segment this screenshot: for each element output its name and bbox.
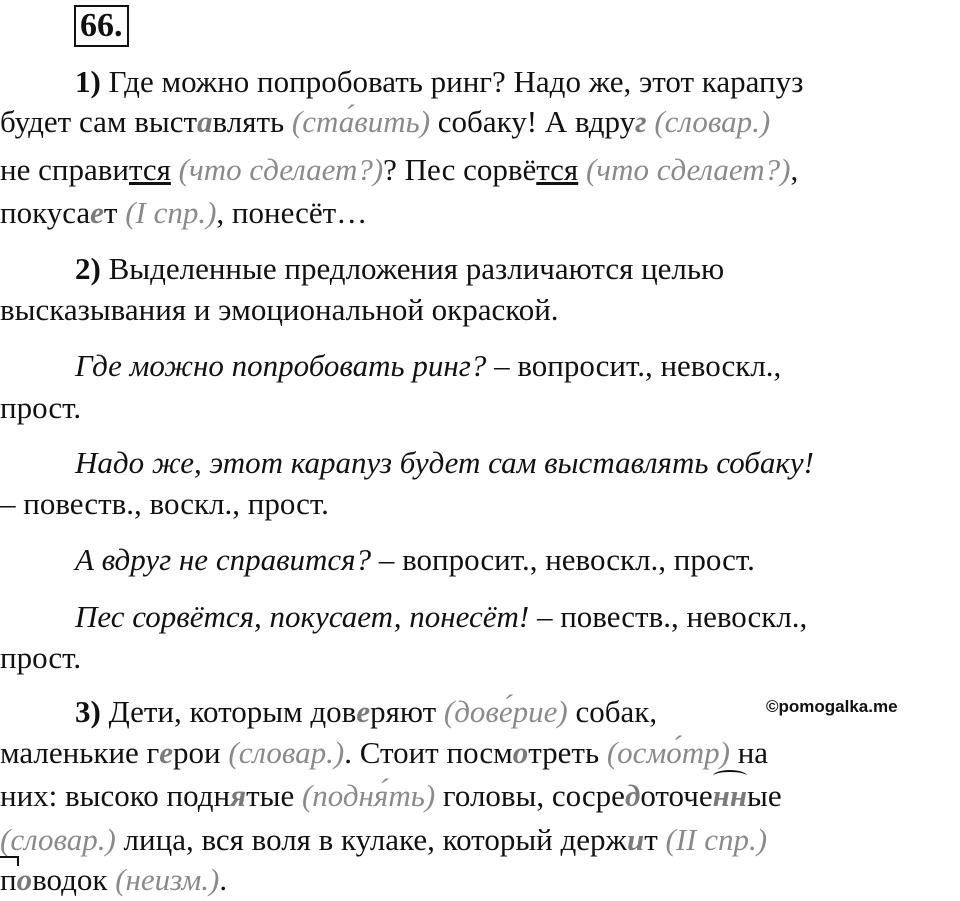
text: тые xyxy=(246,778,302,813)
letter-highlight: д xyxy=(624,778,641,813)
analysis-4-cont xyxy=(0,638,81,678)
p1-line-1 xyxy=(75,62,803,102)
text: ? Пес сорвё xyxy=(383,152,537,187)
note: (II спр.) xyxy=(665,822,768,857)
text: на xyxy=(729,735,769,770)
text: Где можно попробовать ринг? Надо же, этот карапуз xyxy=(100,64,804,99)
p3-line-3 xyxy=(0,776,782,816)
exercise-number-box: 66. xyxy=(74,5,129,47)
note: (словар.) xyxy=(228,735,345,770)
p2-line-1 xyxy=(75,249,724,289)
text: высказывания и эмоциональной окраской. xyxy=(0,292,559,327)
watermark: ©pomogalka.me xyxy=(766,697,898,716)
sentence: Надо же, этот карапуз будет сам выставлять собаку! xyxy=(75,445,814,480)
letter-highlight: я xyxy=(230,778,247,813)
text xyxy=(171,152,179,187)
sentence: А вдруг не справится? xyxy=(75,542,372,577)
text: водок xyxy=(32,862,116,897)
text: не справи xyxy=(0,152,129,187)
analysis-1 xyxy=(75,346,781,386)
text: будет сам выст xyxy=(0,104,198,139)
p3-line-4 xyxy=(0,820,767,860)
note: (I спр.) xyxy=(125,195,217,230)
p1-line-2 xyxy=(0,102,770,142)
analysis-3 xyxy=(75,540,755,580)
text: оточе xyxy=(640,778,713,813)
item-number: 2) xyxy=(75,251,101,286)
text: , xyxy=(790,152,799,187)
analysis-4 xyxy=(75,597,807,637)
text: головы, сосре xyxy=(435,778,625,813)
text: Выделенные предложения различаются целью xyxy=(100,251,725,286)
characteristics: прост. xyxy=(0,390,82,425)
text: покуса xyxy=(0,195,91,230)
text: них: высоко подн xyxy=(0,778,231,813)
letter-highlight: о xyxy=(16,862,33,897)
text: собак, xyxy=(567,694,658,729)
text: т xyxy=(103,195,126,230)
text: Дети, которым дов xyxy=(100,694,357,729)
text: лица, вся воля в кулаке, который держ xyxy=(115,822,627,857)
letter-highlight: е xyxy=(356,694,371,729)
text: ые xyxy=(747,778,782,813)
p3-line-2 xyxy=(0,733,768,773)
analysis-1-cont xyxy=(0,388,81,428)
p3-line-5 xyxy=(0,860,227,900)
text: рои xyxy=(173,735,229,770)
letter-highlight: о xyxy=(512,735,529,770)
sentence: Где можно попробовать ринг? xyxy=(75,348,487,383)
underlined-ending: тся xyxy=(536,152,579,187)
p1-line-4 xyxy=(0,193,367,233)
characteristics: – вопросит., невоскл., xyxy=(486,348,782,383)
text: треть xyxy=(528,735,607,770)
check-word: (ста́вить) xyxy=(291,104,431,139)
characteristics: – вопросит., невоскл., прост. xyxy=(371,542,755,577)
p1-line-3 xyxy=(0,150,798,190)
item-number: 1) xyxy=(75,64,101,99)
check-word: (подня́ть) xyxy=(301,778,436,813)
suffix-mark: нн xyxy=(713,776,747,816)
text: маленькие г xyxy=(0,735,160,770)
letter-highlight: е xyxy=(90,195,104,230)
letter-highlight: а xyxy=(197,104,213,139)
letter-highlight: г xyxy=(635,104,647,139)
p3-line-1 xyxy=(75,692,657,732)
note: (словар.) xyxy=(654,104,771,139)
item-number: 3) xyxy=(75,694,101,729)
letter-highlight: и xyxy=(626,822,645,857)
note: (что сделает?) xyxy=(178,152,384,187)
analysis-2-cont xyxy=(0,484,329,524)
text xyxy=(578,152,586,187)
text: ряют xyxy=(370,694,444,729)
note: (что сделает?) xyxy=(585,152,791,187)
text: собаку! А вдру xyxy=(430,104,636,139)
p2-line-2 xyxy=(0,290,559,330)
exercise-number xyxy=(74,5,129,47)
analysis-2 xyxy=(75,443,814,483)
characteristics: прост. xyxy=(0,640,82,675)
text: , понесёт… xyxy=(216,195,368,230)
note: (словар.) xyxy=(0,822,116,857)
text: т xyxy=(644,822,666,857)
check-word: (осмо́тр) xyxy=(606,735,730,770)
text: . Стоит посм xyxy=(344,735,513,770)
text: . xyxy=(219,862,228,897)
check-word: (дове́рие) xyxy=(443,694,568,729)
sentence: Пес сорвётся, покусает, понесёт! xyxy=(75,599,530,634)
characteristics: – повеств., воскл., прост. xyxy=(0,486,329,521)
note: (неизм.) xyxy=(115,862,220,897)
characteristics: – повеств., невоскл., xyxy=(529,599,808,634)
underlined-ending: тся xyxy=(128,152,171,187)
text: влять xyxy=(212,104,292,139)
prefix-mark: п xyxy=(0,860,17,900)
letter-highlight: е xyxy=(159,735,174,770)
